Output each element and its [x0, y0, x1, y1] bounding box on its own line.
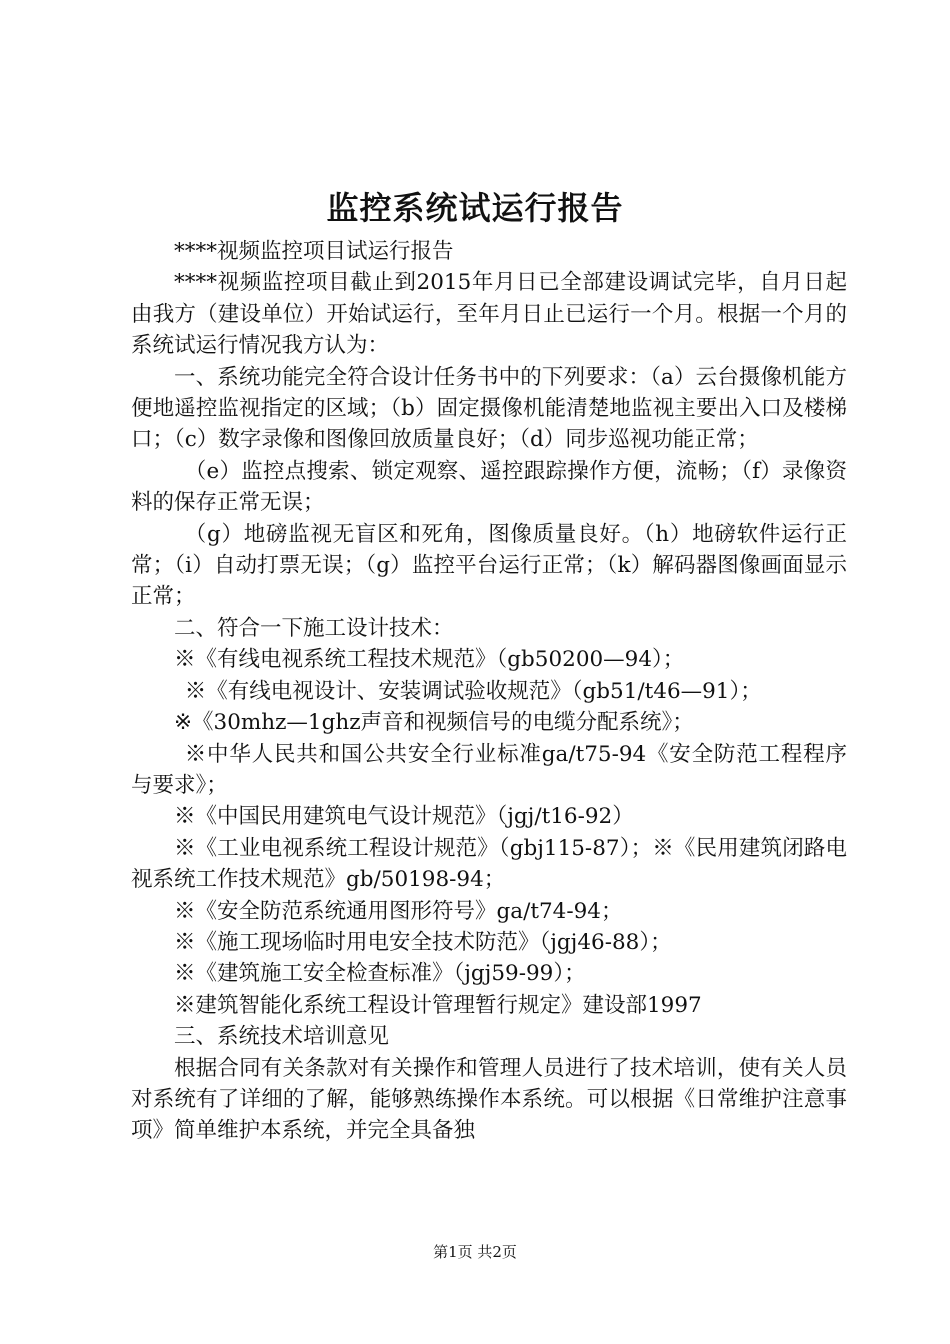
- standard-item: ※《工业电视系统工程设计规范》（gbj115-87）；※《民用建筑闭路电视系统工作技术规范》gb/50198-94；: [131, 835, 847, 893]
- standard-item: ※《30mhz—1ghz声音和视频信号的电缆分配系统》；: [174, 710, 694, 736]
- standard-item: ※中华人民共和国公共安全行业标准ga/t75-94《安全防范工程程序与要求》；: [131, 741, 847, 798]
- standard-item: ※《施工现场临时用电安全技术防范》（jgj46-88）；: [174, 929, 672, 955]
- standard-item: ※《中国民用建筑电气设计规范》（jgj/t16-92）: [174, 804, 634, 830]
- paragraph-section-two: 二、符合一下施工设计技术：: [174, 615, 454, 641]
- standard-item: ※《有线电视系统工程技术规范》（gb50200—94）；: [174, 647, 685, 673]
- standard-item: ※《建筑施工安全检查标准》（jgj59-99）；: [174, 961, 586, 987]
- paragraph-intro: ****视频监控项目截止到2015年月日已全部建设调试完毕，自月日起由我方（建设单位）开始试运行，至年月日止已运行一个月。根据一个月的系统试运行情况我方认为：: [131, 270, 847, 359]
- document-body: [131, 236, 847, 1147]
- paragraph-requirement-g: （g）地磅监视无盲区和死角，图像质量良好。（h）地磅软件运行正常；（i）自动打票无误；（g）监控平台运行正常；（k）解码器图像画面显示正常；: [131, 521, 847, 610]
- paragraph-subtitle: ****视频监控项目试运行报告: [174, 239, 454, 264]
- document-title: 监控系统试运行报告: [326, 189, 624, 227]
- paragraph-training: 根据合同有关条款对有关操作和管理人员进行了技术培训，使有关人员对系统有了详细的了解，能够熟练操作本系统。可以根据《日常维护注意事项》简单维护本系统，并完全具备独: [131, 1055, 847, 1144]
- paragraph-requirement-e: （e）监控点搜索、锁定观察、遥控跟踪操作方便，流畅；（f）录像资料的保存正常无误；: [131, 458, 847, 516]
- standard-item: ※《有线电视设计、安装调试验收规范》（gb51/t46—91）；: [184, 678, 762, 704]
- paragraph-section-one: 一、系统功能完全符合设计任务书中的下列要求：（a）云台摄像机能方便地遥控监视指定的区域；（b）固定摄像机能清楚地监视主要出入口及楼梯口；（c）数字录像和图像回放质量良好；（d）同步巡视功能正常；: [131, 364, 847, 453]
- page-number-footer: 第1页 共2页: [433, 1243, 517, 1261]
- standard-item: ※《安全防范系统通用图形符号》ga/t74-94；: [174, 898, 623, 924]
- standard-item: ※建筑智能化系统工程设计管理暂行规定》建设部1997: [174, 992, 702, 1018]
- paragraph-section-three: 三、系统技术培训意见: [174, 1024, 390, 1050]
